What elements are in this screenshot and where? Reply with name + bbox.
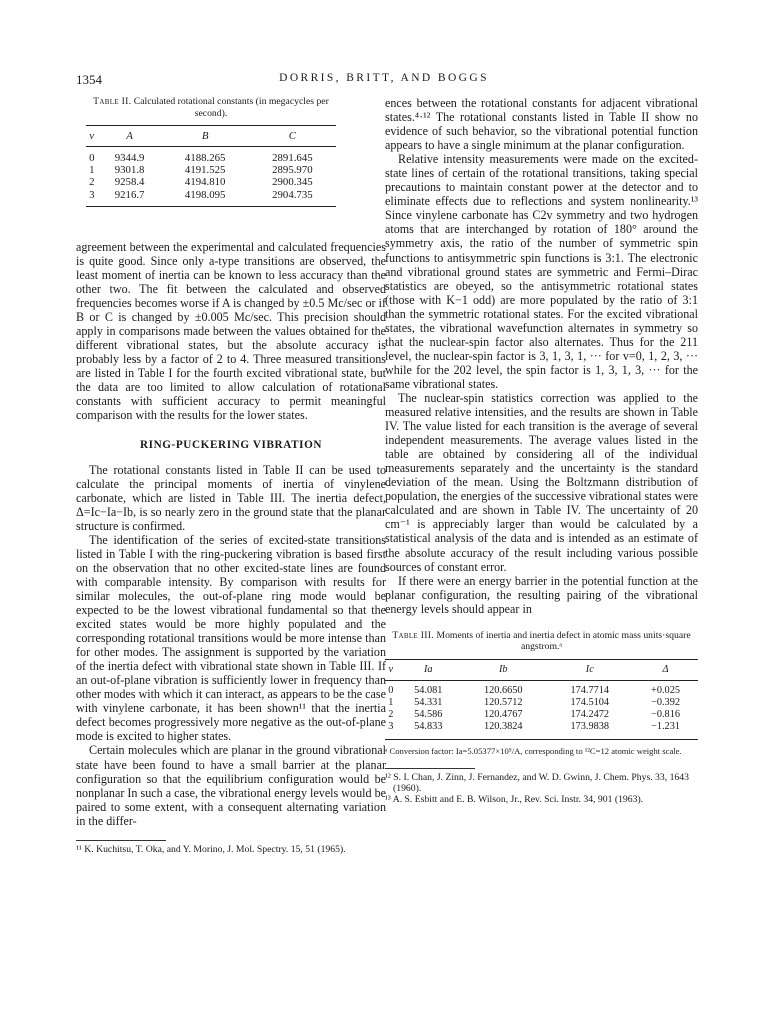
table-cell: 1 (388, 696, 394, 708)
table-3-caption-text: Moments of inertia and inertia defect in atomic mass units·square angstrom.ᵃ (436, 629, 691, 653)
table-cell: 0 (89, 152, 95, 165)
table-cell: 9344.9 (114, 152, 145, 165)
body-paragraph: ences between the rotational constants for adjacent vibrational states.⁴·¹² The rotational constants listed in Table II show no evidence of such behavior, so the vibrational potential function appears to have a single minimum at the planar configuration. (385, 96, 698, 153)
table-cell: 120.5712 (483, 696, 523, 708)
table-cell: 9301.8 (114, 164, 145, 177)
table-3 (385, 630, 698, 756)
footnote-rule (385, 768, 475, 769)
footnote: ¹¹ K. Kuchitsu, T. Oka, and Y. Morino, J. Mol. Spectry. 15, 51 (1965). (76, 843, 346, 855)
table-cell: 120.3824 (483, 721, 523, 733)
table-3-col-v: v (388, 663, 394, 675)
table-cell: 54.833 (414, 721, 443, 733)
table-2-col-b: B (201, 130, 209, 142)
left-column (76, 96, 386, 855)
body-paragraph: Relative intensity measurements were made on the excited-state lines of certain of the rotational transitions, taking special precautions to maintain constant power at the detector and to eliminate effects due to reflections and system nonlinearity.¹³ Since vinylene carbonate has C2v symmetry and two hydrogen atoms that are interchanged by rotation of 180° around the symmetry axis, the ratio of the number of symmetric spin functions to antisymmetric spin functions is 3:1. The electronic and vibrational ground states are symmetric and Fermi–Dirac statistics are obeyed, so the antisymmetric rotational states (those with K−1 odd) are more populated by the ratio of 3:1 than the symmetric rotational states. For the excited vibrational states, the vibrational wavefunction alternates in symmetry so that the nuclear-spin factor also alternates. Thus for the 211 level, the nuclear-spin factor is 3, 1, 3, 1, ··· for v=0, 1, 2, 3, ··· while for the 202 level, the spin factor is 1, 3, 1, 3, ··· for the same vibrational states. (385, 152, 698, 391)
table-3-header-row (385, 659, 698, 680)
table-cell: 2 (89, 176, 95, 189)
table-2-caption-text: Calculated rotational constants (in megacycles per second). (133, 96, 329, 119)
table-cell: 174.2472 (570, 709, 610, 721)
table-3-grid (385, 659, 698, 740)
table-cell: 4188.265 (184, 152, 226, 165)
table-cell: 54.586 (414, 709, 443, 721)
table-row (385, 709, 698, 721)
body-paragraph: The rotational constants listed in Table II can be used to calculate the principal moments of inertia of vinylene carbonate, which are listed in Table III. The inertia defect, Δ=Ic−Ia−Ib, is so nearly zero in the ground state that the planar structure is confirmed. (76, 462, 386, 533)
table-cell: 173.9838 (570, 721, 610, 733)
table-cell: 2895.970 (272, 164, 313, 177)
table-cell: 54.331 (414, 696, 443, 708)
body-paragraph: Certain molecules which are planar in the ground vibrational state have been found to have a small barrier at the planar configuration so that the equilibrium configuration would be nonplanar In such a case, the vibrational energy levels would be paired to some extent, with a consequent alternating variation in the differ- (76, 743, 386, 828)
body-paragraph: The identification of the series of excited-state transitions listed in Table I with the ring-puckering vibration is based first on the observation that no other excited-state lines are found with comparable intensity. By comparison with results for similar molecules, the out-of-plane ring mode would be expected to be the lowest vibrational fundamental so that the excited states would be more highly populated and the corresponding rotational transitions would be more intense than for other modes. The assignment is supported by the variation of the inertia defect with vibrational state shown in Table III. If an out-of-plane vibration is sufficiently lower in frequency than other modes with which it can interact, as appears to be the case with vinylene carbonate, it has been shown¹¹ that the inertia defect becomes progressively more negative as the out-of-plane mode is excited to higher states. (76, 532, 386, 744)
table-2-header-row (86, 126, 336, 147)
table-cell: +0.025 (651, 684, 680, 696)
table-cell: 2904.735 (272, 188, 313, 201)
table-3-label: Table III. (392, 629, 435, 641)
table-cell: 3 (388, 721, 394, 733)
footnote-rule (76, 840, 166, 841)
right-column (385, 96, 698, 805)
table-cell: 2900.345 (272, 176, 313, 189)
table-row (86, 176, 336, 188)
table-2-col-a: A (126, 130, 133, 142)
table-cell: 0 (388, 684, 394, 696)
body-paragraph: The nuclear-spin statistics correction was applied to the measured relative intensities, and the results are shown in Table IV. The value listed for each transition is the average of several independent measurements. The average values listed in the table are obtained by considering all of the individual measurements separately and the uncertainty is the standard deviation of the mean. Using the Boltzmann distribution of population, the energies of the successive vibrational states were calculated and are shown in Table IV. The uncertainty of 20 cm⁻¹ is appreciably larger than would be calculated by a statistical analysis of the data and is intended as an estimate of the absolute accuracy of the result including various possible sources of constant error. (385, 390, 698, 574)
table-cell: 1 (89, 164, 95, 177)
table-2-caption (86, 96, 336, 119)
table-row (385, 721, 698, 739)
table-cell: −0.816 (651, 709, 680, 721)
body-paragraph: If there were an energy barrier in the potential function at the planar configuration, the resulting pairing of the vibrational energy levels should appear in (385, 573, 698, 616)
table-3-col-ic: Ic (585, 663, 594, 675)
table-cell: 4194.810 (184, 176, 226, 189)
footnote: ¹² S. I. Chan, J. Zinn, J. Fernandez, and W. D. Gwinn, J. Chem. Phys. 33, 1643 (1960). (385, 771, 689, 794)
table-cell: −0.392 (651, 696, 680, 708)
body-paragraph: agreement between the experimental and calculated frequencies is quite good. Since only a-type transitions are observed, the least moment of inertia can be known to less accuracy than the other two. The fit between the calculated and observed frequencies becomes worse if A is changed by ±0.5 Mc/sec or if B or C is changed by ±0.005 Mc/sec. This precision should apply in comparisons made between the values obtained for the different vibrational states, but the absolute accuracy is probably less by a factor of 2 to 4. Three measured transitions are listed in Table I for the fourth excited vibrational state, but the data are too limited to allow calculation of rotational constants with sufficient accuracy to permit meaningful comparison with the results for the lower states. (76, 239, 386, 423)
table-2-grid (86, 125, 336, 207)
table-cell: 174.7714 (570, 684, 610, 696)
table-3-footnote: ᵃ Conversion factor: Ia=5.05377×10⁵/A, corresponding to ¹²C=12 atomic weight scale. (385, 745, 682, 756)
table-2 (86, 96, 336, 207)
table-cell: 4191.525 (184, 164, 226, 177)
table-row (385, 680, 698, 697)
table-cell: 120.6650 (483, 684, 523, 696)
table-cell: 2 (388, 709, 394, 721)
table-2-col-c: C (288, 130, 296, 142)
table-cell: −1.231 (651, 721, 680, 733)
table-row (86, 147, 336, 165)
table-cell: 54.081 (414, 684, 443, 696)
table-cell: 3 (89, 188, 95, 201)
table-3-col-delta: Δ (662, 663, 669, 675)
page-number: 1354 (76, 72, 102, 87)
table-2-label: Table II. (93, 96, 132, 107)
table-cell: 120.4767 (483, 709, 523, 721)
table-3-col-ia: Ia (423, 663, 433, 675)
section-heading: RING-PUCKERING VIBRATION (139, 439, 323, 452)
table-cell: 4198.095 (184, 188, 226, 201)
table-row (86, 189, 336, 207)
footnote: ¹³ A. S. Esbitt and E. B. Wilson, Jr., Rev. Sci. Instr. 34, 901 (1963). (385, 793, 644, 805)
table-cell: 9258.4 (114, 176, 145, 189)
table-2-col-v: v (89, 130, 95, 142)
table-3-col-ib: Ib (498, 663, 508, 675)
table-cell: 2891.645 (272, 152, 313, 165)
table-cell: 9216.7 (114, 188, 145, 201)
running-head: DORRIS, BRITT, AND BOGGS (279, 72, 489, 84)
table-row (385, 697, 698, 709)
table-cell: 174.5104 (570, 696, 610, 708)
table-row (86, 164, 336, 176)
table-3-caption (385, 630, 698, 653)
